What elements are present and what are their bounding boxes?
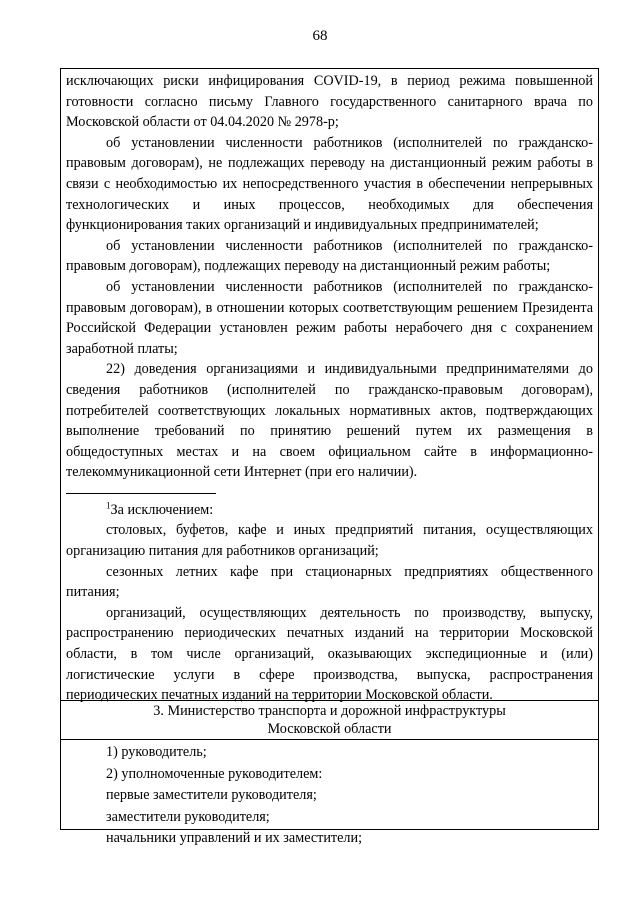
footnote-marker: 1 — [106, 500, 111, 511]
list-item: 2) уполномоченные руководителем: — [106, 765, 323, 782]
paragraph-continuation: исключающих риски инфицирования COVID-19, в период режима повышенной готовности согласно письму Главного государственного санитарного врача по Московской области от 04.04.2020 № 2978-р; — [66, 73, 593, 131]
footnote-item: сезонных летних кафе при стационарных предприятиях общественного питания; — [66, 563, 593, 601]
main-text-cell — [60, 68, 599, 704]
footnote-item: организаций, осуществляющих деятельность по производству, выпуску, распространению периодических печатных изданий на территории Московской области, в том числе организаций, оказывающих экспедиционные и (или) логистические услуги в сфере производства, выпуска, распространения периодических печатных изданий на территории Московской области. — [66, 604, 593, 704]
officials-list-cell — [60, 739, 599, 847]
list-item: начальники управлений и их заместители; — [106, 830, 363, 847]
list-item: первые заместители руководителя; — [106, 787, 317, 804]
paragraph: об установлении численности работников (исполнителей по гражданско-правовым договорам), в отношении которых соответствующим решением Президента Российской Федерации установлен режим работы нерабочего дня с сохранением заработной платы; — [66, 278, 593, 357]
paragraph-item-22: 22) доведения организациями и индивидуальными предпринимателями до сведения работников (исполнителей по гражданско-правовым договорам), потребителей соответствующих локальных нормативных актов, подтверждающих выполнение требований по принятию решений путем их размещения в общедоступных местах и на своем официальном сайте в информационно-телекоммуникационной сети Интернет (при его наличии). — [66, 361, 593, 481]
footnote-intro-text: За исключением: — [110, 501, 214, 518]
footnote-item: столовых, буфетов, кафе и иных предприятий питания, осуществляющих организацию питания для работников организаций; — [66, 522, 593, 560]
section-title-line1: 3. Министерство транспорта и дорожной инфраструктуры — [153, 703, 506, 719]
list-item: заместители руководителя; — [106, 808, 270, 825]
footnote-intro — [66, 500, 593, 521]
paragraph: об установлении численности работников (исполнителей по гражданско-правовым договорам), подлежащих переводу на дистанционный режим работы; — [66, 237, 593, 275]
footnote-divider — [66, 493, 216, 494]
section-title-line2: Московской области — [267, 721, 392, 737]
section-header-cell — [60, 700, 599, 739]
list-item: 1) руководитель; — [106, 744, 207, 760]
paragraph: об установлении численности работников (исполнителей по гражданско-правовым договорам), не подлежащих переводу на дистанционный режим работы в связи с необходимостью их непосредственного участия в обеспечении непрерывных технологических и иных процессов, необходимых для обеспечения функционирования таких организаций и индивидуальных предпринимателей; — [66, 134, 593, 234]
page-number: 68 — [312, 28, 328, 44]
